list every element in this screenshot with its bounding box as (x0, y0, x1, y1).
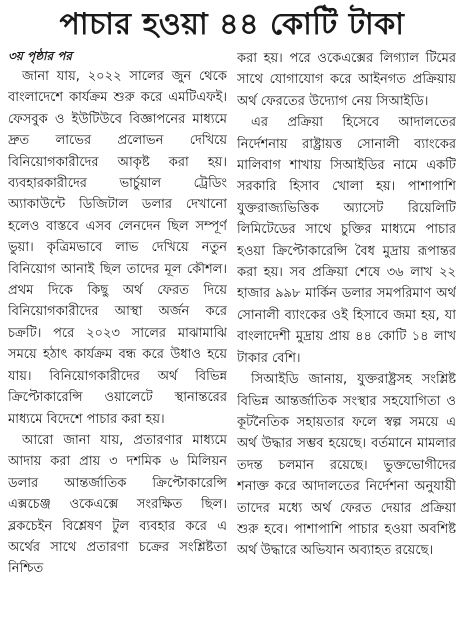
paragraph: এর প্রক্রিয়া হিসেবে আদালতের নির্দেশনায় রাষ্ট্রায়ত্ত সোনালী ব্যাংকের মালিবাগ শাখায় সিআইডির নামে একটি সরকারি হিসাব খোলা হয়। পাশাপাশি যুক্তরাজ্যভিত্তিক অ্যাসেট রিয়েলিটি লিমিটেডের সাথে চুক্তির মাধ্যমে পাচার হওয়া ক্রিপ্টোকারেন্সি বৈধ মুদ্রায় রূপান্তর করা হয়। সব প্রক্রিয়া শেষে ৩৬ লাখ ২২ হাজার ৯৯৮ মার্কিন ডলার সমপরিমাণ অর্থ সোনালী ব্যাংকের ওই হিসাবে জমা হয়, যা বাংলাদেশী মুদ্রায় প্রায় ৪৪ কোটি ১৪ লাখ টাকার বেশি। (237, 115, 456, 366)
right-column (237, 48, 456, 620)
paragraph: সিআইডি জানায়, যুক্তরাষ্ট্রসহ সংশ্লিষ্ট বিভিন্ন আন্তর্জাতিক সংস্থার সহযোগিতা ও কূটনৈতিক সহায়তার ফলে স্বল্প সময়ে এ অর্থ উদ্ধার সম্ভব হয়েছে। বর্তমানে মামলার তদন্ত চলমান রয়েছে। ভুক্তভোগীদের শনাক্ত করে আদালতের নির্দেশনা অনুযায়ী তাদের মধ্যে অর্থ ফেরত দেয়ার প্রক্রিয়া শুরু হবে। পাশাপাশি পাচার হওয়া অবশিষ্ট অর্থ উদ্ধারে অভিযান অব্যাহত রয়েছে। (237, 372, 456, 559)
paragraph: আরো জানা যায়, প্রতারণার মাধ্যমে আদায় করা প্রায় ৩ দশমিক ৬ মিলিয়ন ডলার আন্তর্জাতিক ক্রিপ্টোকারেন্সি এক্সচেঞ্জ ওকেএক্সে সংরক্ষিত ছিল। ব্লকচেইন বিশ্লেষণ টুল ব্যবহার করে এ অর্থের সাথে প্রতারণা চক্রের সংশ্লিষ্টতা নিশ্চিত (8, 432, 227, 577)
left-column (8, 48, 227, 620)
paragraph: জানা যায়, ২০২২ সালের জুন থেকে বাংলাদেশে কার্যক্রম শুরু করে এমটিএফই। ফেসবুক ও ইউটিউবে বিজ্ঞাপনের মাধ্যমে দ্রুত লাভের প্রলোভন দেখিয়ে বিনিয়োগকারীদের আকৃষ্ট করা হয়। ব্যবহারকারীদের ভার্চুয়াল ট্রেডিং অ্যাকাউন্টে ডিজিটাল ডলার দেখানো হলেও বাস্তবে এসব লেনদেন ছিল সম্পূর্ণ ভুয়া। কৃত্রিমভাবে লাভ দেখিয়ে নতুন বিনিয়োগ আনাই ছিল তাদের মূল কৌশল। প্রথম দিকে কিছু অর্থ ফেরত দিয়ে বিনিয়োগকারীদের আস্থা অর্জন করে চক্রটি। পরে ২০২৩ সালের মাঝামাঝি সময়ে হঠাৎ কার্যক্রম বন্ধ করে উধাও হয়ে যায়। বিনিয়োগকারীদের অর্থ বিভিন্ন ক্রিপ্টোকারেন্সি ওয়ালেটে স্থানান্তরের মাধ্যমে বিদেশে পাচার করা হয়। (8, 69, 227, 427)
headline: পাচার হওয়া ৪৪ কোটি টাকা (59, 7, 405, 42)
article-body (8, 48, 456, 620)
paragraph: করা হয়। পরে ওকেএক্সের লিগ্যাল টিমের সাথে যোগাযোগ করে আইনগত প্রক্রিয়ায় অর্থ ফেরতের উদ্যোগ নেয় সিআইডি। (237, 51, 456, 109)
continuation-kicker: ৩য় পৃষ্ঠার পর (8, 49, 73, 63)
